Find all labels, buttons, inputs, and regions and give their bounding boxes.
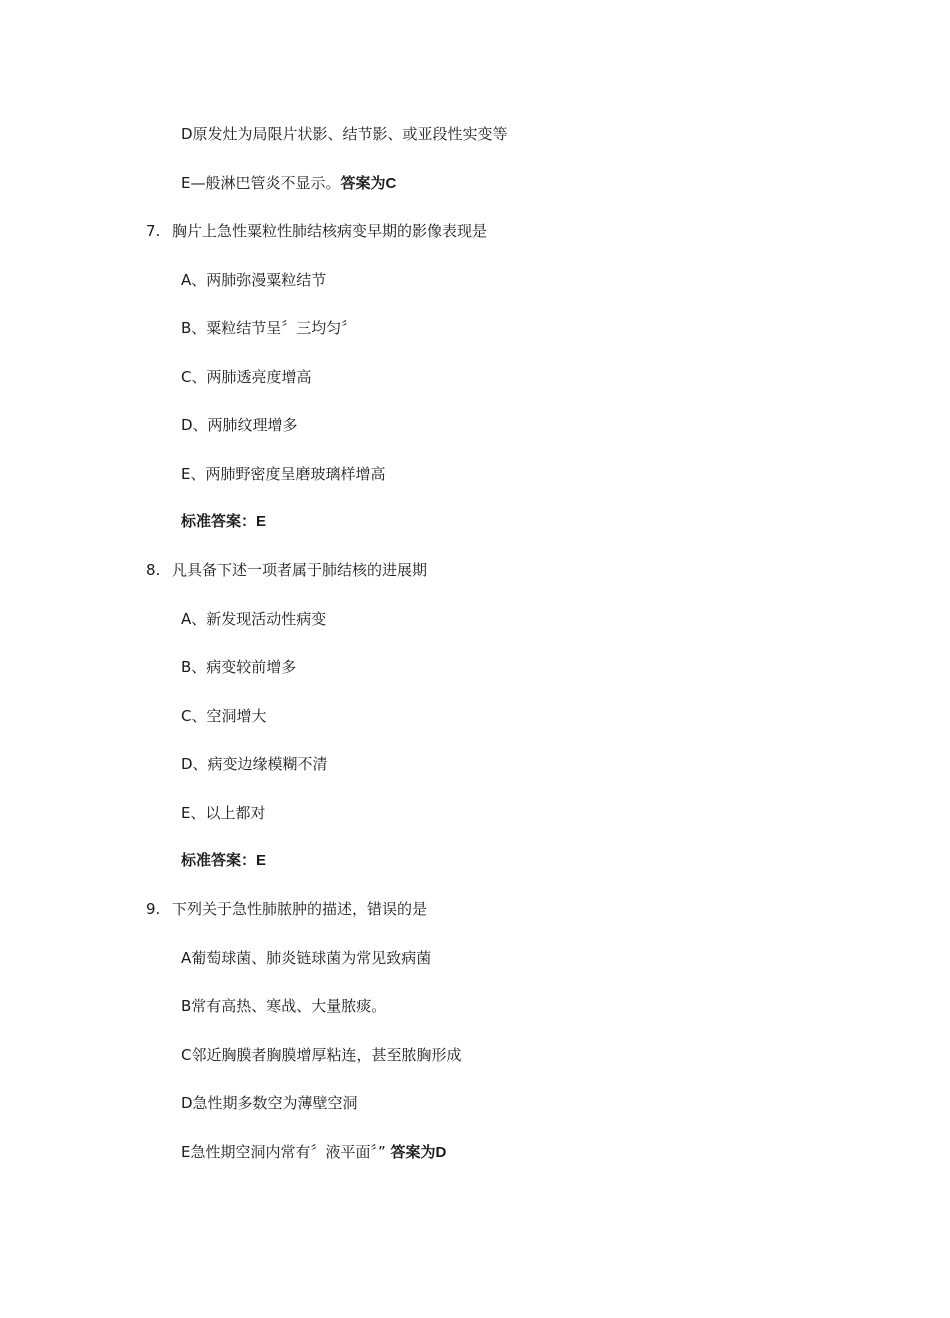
q9-option-b: B常有高热、寒战、大量脓痰。 [181, 997, 387, 1015]
q9-option-d: D急性期多数空为薄壁空洞 [181, 1094, 358, 1112]
q9-option-a: A葡萄球菌、肺炎链球菌为常见致病菌 [181, 949, 432, 967]
q7-option-c: C、两肺透亮度增高 [181, 368, 312, 386]
q6-answer: 答案为C [340, 175, 397, 192]
q8-option-c: C、空洞增大 [181, 707, 267, 725]
q7-option-e: E、两肺野密度呈磨玻璃样增高 [181, 465, 386, 483]
q9-number: 9. [146, 900, 161, 918]
q6-option-e-text: E—般淋巴管炎不显示。 [181, 174, 341, 192]
q9-option-e [181, 1142, 446, 1163]
q8-option-b: B、病变较前增多 [181, 658, 297, 676]
q7-stem [146, 221, 487, 241]
q7-option-d: D、两肺纹理增多 [181, 416, 298, 434]
q8-number: 8. [146, 561, 161, 579]
q9-answer: 答案为D [390, 1144, 447, 1161]
q7-stem-text: 胸片上急性粟粒性肺结核病变早期的影像表现是 [172, 222, 488, 240]
q7-option-b: B、粟粒结节呈〞三均匀〞 [181, 319, 357, 337]
q8-stem [146, 560, 427, 580]
q6-option-d: D原发灶为局限片状影、结节影、或亚段性实变等 [181, 125, 508, 143]
q9-stem [146, 899, 427, 919]
q8-option-d: D、病变边缘模糊不清 [181, 755, 328, 773]
q9-option-e-text: E急性期空洞内常有〞液平面〞” [181, 1143, 391, 1161]
q7-option-a: A、两肺弥漫粟粒结节 [181, 271, 327, 289]
q7-number: 7. [146, 222, 161, 240]
q7-answer: 标准答案：E [181, 513, 267, 530]
q8-option-a: A、新发现活动性病变 [181, 610, 327, 628]
q8-answer: 标准答案：E [181, 852, 267, 869]
q9-option-c: C邻近胸膜者胸膜增厚粘连，甚至脓胸形成 [181, 1046, 462, 1064]
q6-option-e [181, 173, 396, 194]
q8-stem-text: 凡具备下述一项者属于肺结核的进展期 [172, 561, 428, 579]
q8-option-e: E、以上都对 [181, 804, 266, 822]
q9-stem-text: 下列关于急性肺脓肿的描述，错误的是 [172, 900, 428, 918]
